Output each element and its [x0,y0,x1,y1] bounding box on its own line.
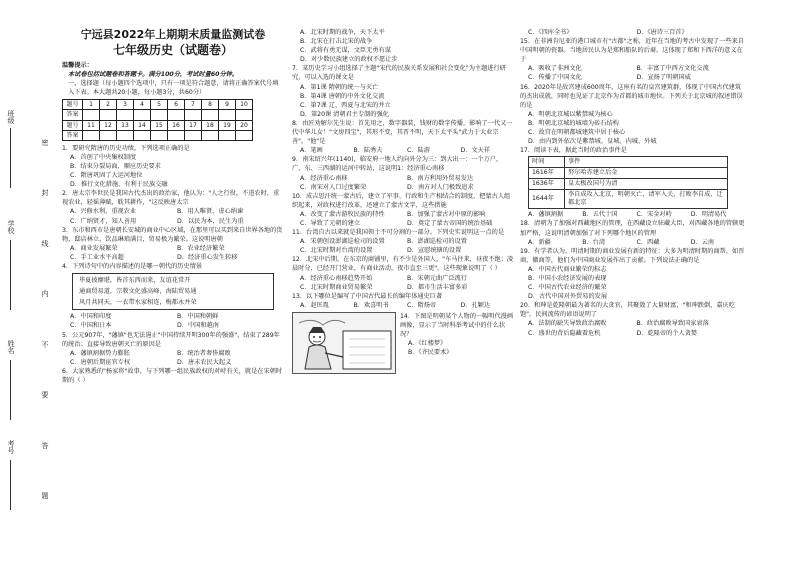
option[interactable]: B．明朝北京城的城墙为砖石结构 [528,119,619,127]
option[interactable]: A．中国和印度 [70,313,112,321]
option[interactable]: D．文天祥 [460,147,491,155]
option-row [292,283,514,292]
option[interactable]: A．首创了中央集权制度 [70,153,137,161]
question-number: 2 [100,100,117,110]
question-2: 2．唐太宗李世民是我国古代杰出的政治家，他认为："人之行役，不违农时，重视农业，轻徭薄赋，耽其耕作，"这反映唐太宗 [62,190,280,207]
seal-char: 题 [41,491,49,500]
option-row [62,207,284,216]
option[interactable]: B．北宋在打击北宋的战争 [300,38,373,46]
answer-cell[interactable] [185,130,202,140]
class-line [10,128,11,188]
option-row [292,237,514,246]
column-2 [292,28,514,374]
option[interactable]: C．传播了中国文化 [528,74,582,82]
question-number: 4 [134,100,151,110]
question-1: 1．要研究隋唐的历史功绩，下列选项正确的是 [62,144,190,152]
option[interactable]: A．兴修水利，重视农业 [70,208,137,216]
option[interactable]: B．中国小农经济发展的表现 [528,274,607,282]
seal-char: 密 [41,139,49,147]
answer-cell[interactable] [151,110,168,120]
poem-line: 毕夏披靡堪，皆首东西而来，友谊花常开 [79,277,191,285]
notice-heading: 温馨提示： [62,62,93,69]
option[interactable]: C．宋金对峙 [636,211,672,219]
table-row [529,168,728,179]
section1-heading: 一、选择题（每小题四个选项中，只有一项是符合题意，请将正确答案代号填入下表。本大题共20小题，每小题3分，共60分） [68,80,279,97]
question-18: 18．清朝为了加强对西藏地区的管理，在西藏设立驻藏大臣，对西藏各地的管辖更加严格，这说明清朝加强了对下列哪个地区的管理 [520,220,745,237]
option[interactable]: B．用人唯贤，虚心纳谏 [177,208,244,216]
option-row [520,319,745,328]
option[interactable]: C．西藏 [636,238,660,246]
id-line [10,460,11,510]
answer-cell[interactable] [117,110,134,120]
option-row [62,321,284,330]
table-row [529,190,728,209]
option[interactable]: C．广纳贤才，知人善用 [70,217,137,225]
option[interactable]: C．武将有勇无谋，文臣无勇有谋 [300,47,391,55]
option-row [520,210,745,219]
option[interactable]: D．对少数民族建立的政权不愿让步 [300,56,398,64]
option[interactable]: D．古代中国对外贸易的发展 [528,293,608,301]
table-cell: 李自成攻入北京，明朝灭亡，清军入关，打败李自成，迁都北京 [565,190,728,209]
answer-cell[interactable] [83,110,100,120]
option[interactable]: B．农业经济繁荣 [177,244,225,252]
option[interactable]: C．第7课 辽、西夏与北宋的并立 [300,101,391,109]
question-16: 16．2020年是故宫建成600周年，这座有名的皇宫建筑群，体现了中国古代建筑的杰出成就，同时也见证了北京作为首都的城市地位。下列关于北京城的叙述错误的是 [520,83,743,109]
option[interactable]: C．手工业水平高超 [70,253,124,261]
option[interactable]: A．改变了蒙古游牧民族的特性 [300,210,385,218]
option-row [62,358,284,367]
scholar-cartoon-icon [293,313,396,374]
option[interactable]: B．结束分裂局面，顺应历史要求 [70,162,161,170]
option[interactable]: A．法制的缺失导致政治腐败 [528,320,607,328]
option-row [292,274,514,283]
answer-cell[interactable] [219,130,236,140]
option-row [520,238,745,247]
question-6: 6．大家熟悉的"杨家将"故事，与下列哪一组民族政权的对峙有关，就是在宋朝时期的（ ） [62,367,283,384]
answer-cell[interactable] [100,130,117,140]
option[interactable]: A．《红楼梦》 [408,340,447,348]
question-number: 18 [202,120,219,130]
question-14: 14．下图是明朝某个人物的一幅明代漫画画像，显示了当时科举考试中的什么状况？ [400,312,514,339]
question-8: 8．由匠劝解尔先生说：首先用之，数字器装，钱财的数字传播，影响了一代又一代中华儿女！"文房四宝"，其形不变，其晋不明，天下太平头"武力于大业宗善"。"他"是 [292,119,513,146]
question-number: 19 [219,120,236,130]
option-row [520,64,745,73]
column-1 [62,28,284,385]
option[interactable]: B．统治者奢侈腐败 [177,349,231,357]
class-label: 班级 [7,110,15,124]
option[interactable]: B．丰富了中西方文化交流 [636,65,709,73]
option[interactable]: A．笔画 [300,147,323,155]
paper-title: 宁远县2022年上期期末质量监测试卷 [80,28,266,41]
option[interactable]: B．五代十国 [582,211,618,219]
option[interactable]: C．北宋时期对台湾的设置 [300,247,373,255]
question-number: 6 [168,100,185,110]
answer-grid [62,99,253,140]
answer-row [63,130,253,140]
seal-line [38,140,52,500]
option-row [62,349,284,358]
option-row [292,146,514,155]
answer-cell[interactable] [185,110,202,120]
option[interactable]: A．经济重心南移 [300,174,348,182]
option[interactable]: C．南宋对人口过度繁荣 [300,183,367,191]
option[interactable]: D．乾隆帝的个人贪婪 [636,329,697,337]
option[interactable]: C．中国古代农业经济的繁荣 [528,284,607,292]
answer-cell[interactable] [202,110,219,120]
option-row [292,174,514,183]
option[interactable]: D．《唐诗三百首》 [636,29,688,36]
question-14-text [396,312,514,374]
option[interactable]: A．北宋时期的战争，天下太平 [300,29,385,36]
option-row [292,246,514,255]
school-label: 学校 [7,220,15,234]
poem-box [72,273,274,310]
question-17: 17．阅读下表，据此当时的政治事件是 [520,147,627,155]
question-number: 8 [202,100,219,110]
answer-cell[interactable] [236,110,253,120]
option[interactable]: C．故宫在明朝都城建筑中居于核心 [528,129,626,137]
seal-char: 封 [41,189,49,198]
option[interactable]: D．以民为本，民生为重 [177,217,244,225]
name-line [10,360,11,420]
question-15: 15．在非洲肯尼亚的港口城市有"古都"之称，近年在当地的考古中发现了一些来自中国明朝的瓷器。当地居民认为是郑和船队的后裔。这体现了郑和下西洋的意义在于 [520,38,744,64]
option[interactable]: B．宋朝元曲广泛流行 [407,274,467,282]
option[interactable]: D．宣慰统辖的设置 [407,247,462,255]
question-number: 9 [219,100,236,110]
question-number: 5 [151,100,168,110]
answer-cell[interactable] [134,130,151,140]
answer-cell[interactable] [219,110,236,120]
question-20: 20．和珅是乾隆朝最为著名的大贪官，其聚敛了大量财富，"和珅跌倒，嘉庆吃饱"，民间流传的谚语说明了 [520,302,735,319]
event-table [528,156,728,209]
option[interactable]: B．陆秀夫 [353,147,383,155]
paper-subtitle: 七年级历史（试题卷） [112,43,233,57]
answer-cell[interactable] [202,130,219,140]
question-12: 12．北宋中后期，在东京的商铺里，有不少是外国人，"车马往来，昼夜不绝；凌晨时分，已经开门营业，有商业活动，夜市直至三更"。这些现象说明了（ ） [292,256,514,273]
option[interactable]: D．宣扬了明朝国威 [636,74,691,82]
option[interactable]: D．中国和越南 [177,322,219,330]
row-label: 题号 [63,100,83,110]
answer-cell[interactable] [168,130,185,140]
option[interactable]: C．隋唐巩固了大运河地位 [70,172,143,180]
answer-cell[interactable] [117,130,134,140]
option[interactable]: D．由内到外依次是紫禁城、皇城、内城、外城 [528,138,657,146]
option-row [520,28,745,37]
option[interactable]: A．经济重心南移趋势开始 [300,274,373,282]
question-number: 16 [168,120,185,130]
question-14-block [292,312,514,374]
option-row [62,253,284,262]
option[interactable]: A．藩镇割据 [528,211,564,219]
id-label: 考号 [7,440,15,454]
option[interactable]: C．唐朝后期宦官专权 [70,358,131,366]
option[interactable]: D．经济重心发生转移 [177,253,238,261]
option[interactable]: B．第4课 唐朝的中外文化交流 [300,92,385,100]
option[interactable]: B．中国和朝鲜 [177,313,219,321]
seal-char: 内 [41,290,49,299]
question-4: 4．下列诗句中的内容描述的是哪一朝代的历史情景 [62,262,203,270]
row-label: 答案 [63,110,83,120]
option[interactable]: B．政治腐败导致国家衰落 [636,320,709,328]
question-3: 3．东市和西市是唐朝长安城的商业中心区域，在那里可以买到来自世界各地的货物，邸店林立，饮品琳琅满目，贸易极为繁荣。这说明唐朝 [62,226,283,243]
option-row [292,210,514,219]
option-row [520,329,745,338]
school-line [10,240,11,310]
option-row [292,183,514,192]
option[interactable]: A．中国古代商业繁荣的标志 [528,265,607,273]
seal-char: 不 [41,340,49,349]
question-number: 20 [236,120,253,130]
question-11: 11．台湾自古以来就是我国领土不可分割的一部分。下列史实说明这一点的是 [292,229,505,237]
option[interactable]: A．藩镇割据势力膨胀 [70,349,130,357]
option-row [62,312,284,321]
answer-cell[interactable] [236,130,253,140]
option[interactable]: B．南方利用外贸易发达 [407,174,474,182]
option-row [62,244,284,253]
question-number: 12 [100,120,117,130]
question-number: 1 [83,100,100,110]
question-number: 11 [83,120,100,130]
option[interactable]: C．隋炀帝 [407,301,437,309]
option[interactable]: A．赵匡胤 [300,301,329,309]
question-10: 10．成吉思汗统一蒙古后，建立了军事、行政和生产相结合的制度，把蒙古人组织起来，对政权进行改革，还建立了蒙古文字，这些措施 [292,192,511,209]
question-number: 15 [151,120,168,130]
row-label: 题号 [63,120,83,130]
seal-char: 要 [41,391,49,400]
option[interactable]: D．云南 [690,238,715,246]
question-7: 7．某历史学习小组选择了主题"宋代的民族关系发展和社会变化"为主题进行研究，可以入选的课文是 [292,65,506,82]
table-row [529,179,728,190]
table-row [529,157,728,168]
paper-header [62,28,284,58]
option[interactable]: A．新疆 [528,238,551,246]
option[interactable]: A．吸收了非洲文化 [528,65,582,73]
option[interactable]: C．导致了元朝的建立 [300,219,361,227]
option[interactable]: C．北宋时期商业贸易繁荣 [300,283,373,291]
question-5: 5．公元907年，"藩镇"也无法遏止"中国持续开明300年的强盛"，结束了289年的统治；直接导致唐朝灭亡的原因是 [62,331,280,348]
table-cell: 1636年 [529,179,565,190]
option[interactable]: A．商业发展繁荣 [70,244,118,252]
question-number: 10 [236,100,253,110]
column-3 [520,28,745,338]
option[interactable]: A．明朝北京城以紫禁城为核心 [528,110,613,118]
question-number: 14 [134,120,151,130]
poem-line: 风月共同天，一衣带水家相连，梅都永并荣 [79,299,197,307]
option[interactable]: D．都市生活丰富多彩 [407,283,468,291]
question-number: 13 [117,120,134,130]
question-9: 9．南宋绍兴年(1140)，临安府一地人约向外分为三：到大出一：一个万户，广、东、三西湖的运河中转站，这说明1：经济重心南移 [292,156,503,173]
seal-char: 线 [41,239,49,248]
option[interactable]: B．欢喜明书 [353,301,389,309]
option-row [62,217,284,226]
cartoon-image [292,312,396,374]
question-19: 19．有学者认为，明清时期的商业发展有新的特征：大多为明清时期的商帮，如晋商、徽商等，他们为中国商业发展作出了贡献。下列说法正确的是 [520,247,745,264]
option-row [292,219,514,228]
option[interactable]: A．第1课 隋朝的统一与灭亡 [300,83,379,91]
table-header: 事件 [565,157,728,168]
option[interactable]: C．中国和日本 [70,322,112,330]
option[interactable]: B．加强了蒙古对中原的影响 [407,210,486,218]
option[interactable]: D．推行文化措施，有利于民族交融 [70,181,168,189]
answer-cell[interactable] [100,110,117,120]
question-13: 13．以下哪位是编写了中国古代最长的编年体通史巨著 [292,292,443,300]
option-row [520,73,745,82]
question-number: 3 [117,100,134,110]
option[interactable]: C．盛世的背后隐藏着危机 [528,329,601,337]
answer-row [63,110,253,120]
option[interactable]: C．《四库全书》 [528,29,573,36]
name-label: 姓名 [7,340,15,354]
table-cell: 努尔哈赤建立后金 [565,168,728,179]
option[interactable]: D．第20课 清朝君主专制的强化 [300,110,389,118]
answer-cell[interactable] [134,110,151,120]
option-row [292,301,514,310]
table-cell: 皇太极改国号为清 [565,179,728,190]
table-cell: 1644年 [529,190,565,209]
question-number: 17 [185,120,202,130]
answer-cell[interactable] [151,130,168,140]
poem-line: 通商贸易道，宗教文化盛高峰，海陆贸易通 [79,288,197,296]
option[interactable]: D．奠定了蒙古帝国的统治基础 [407,219,493,227]
notice-text: 本试卷包括试题卷和答题卡。满分100分，考试时量60分钟。 [68,71,239,79]
option[interactable]: D．明清易代 [690,211,727,219]
table-header: 时间 [529,157,565,168]
option[interactable]: D．唐末农民大起义 [177,358,232,366]
option[interactable]: A．宋朝创设澎湖巡检司的设置 [300,238,385,246]
answer-cell[interactable] [83,130,100,140]
option[interactable]: B．《齐民要术》 [408,349,453,357]
table-cell: 1616年 [529,168,565,179]
answer-row [63,100,253,110]
answer-row [63,120,253,130]
option[interactable]: D．南方对人门极致追求 [407,183,474,191]
answer-cell[interactable] [168,110,185,120]
seal-char: 答 [41,441,49,450]
option[interactable]: C．陆游 [407,147,430,155]
question-number: 7 [185,100,202,110]
option[interactable]: B．澎湖巡检司的设置 [407,238,467,246]
row-label: 答案 [63,130,83,140]
option[interactable]: D．孔颖达 [460,301,491,309]
option[interactable]: B．台湾 [582,238,606,246]
